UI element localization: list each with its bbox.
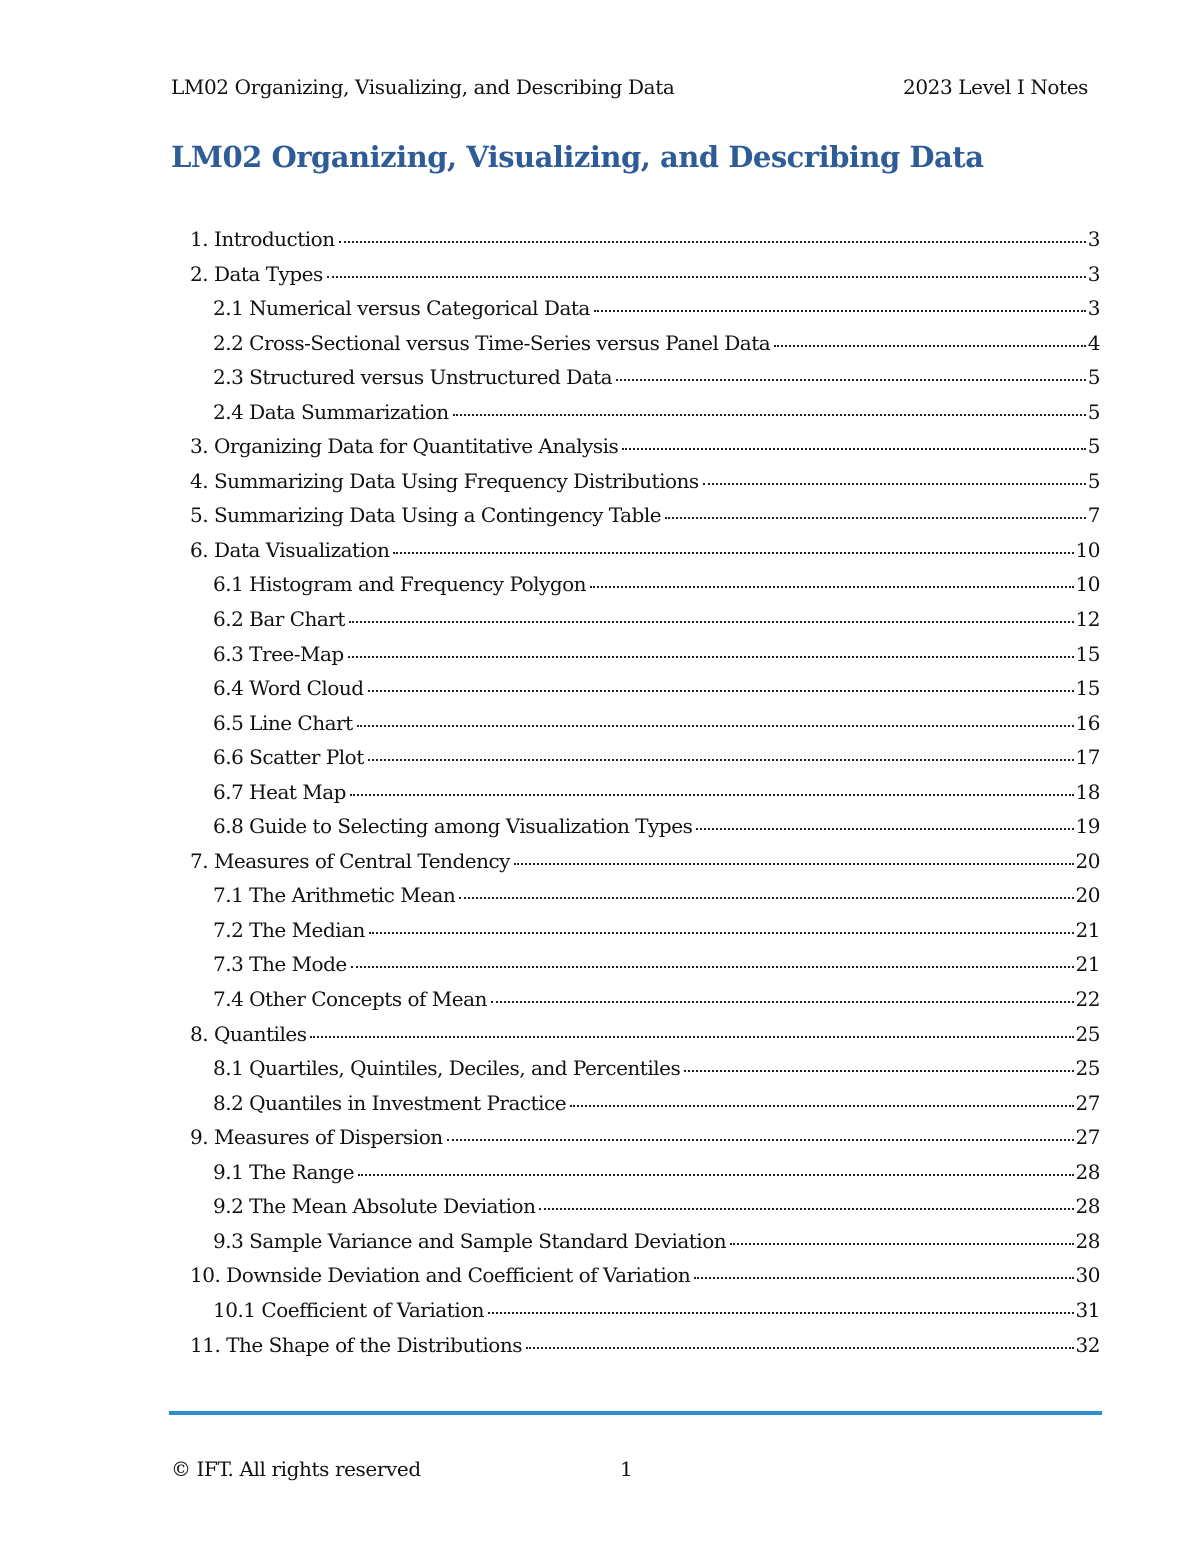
toc-entry-label: 4. Summarizing Data Using Frequency Distributions	[190, 468, 699, 493]
toc-dot-leader	[453, 412, 1086, 416]
toc-entry-page-number: 22	[1075, 987, 1100, 1012]
toc-dot-leader	[368, 757, 1074, 761]
toc-dot-leader	[514, 861, 1074, 865]
toc-entry-label: 6.4 Word Cloud	[213, 676, 364, 701]
toc-entry-page-number: 25	[1075, 1056, 1100, 1081]
toc-entry-label: 8.2 Quantiles in Investment Practice	[213, 1090, 567, 1115]
toc-dot-leader	[488, 1310, 1074, 1314]
toc-entry-page-number: 5	[1087, 468, 1100, 493]
page-header	[171, 72, 1088, 102]
toc-entry-label: 10.1 Coefficient of Variation	[213, 1297, 485, 1322]
toc-entry-page-number: 7	[1087, 503, 1100, 528]
toc-entry-page-number: 18	[1075, 779, 1100, 804]
toc-entry-page-number: 5	[1087, 434, 1100, 459]
toc-entry[interactable]	[190, 572, 1100, 607]
toc-entry-page-number: 16	[1075, 710, 1100, 735]
toc-entry-page-number: 31	[1075, 1297, 1100, 1322]
toc-entry-page-number: 5	[1087, 365, 1100, 390]
toc-entry-page-number: 19	[1075, 814, 1100, 839]
toc-dot-leader	[447, 1137, 1074, 1141]
toc-entry[interactable]	[190, 296, 1100, 331]
toc-entry[interactable]	[190, 1229, 1100, 1264]
toc-entry-label: 7.2 The Median	[213, 917, 365, 942]
toc-entry-label: 9. Measures of Dispersion	[190, 1125, 443, 1150]
toc-entry-label: 6. Data Visualization	[190, 537, 390, 562]
toc-dot-leader	[622, 446, 1085, 450]
toc-entry-label: 5. Summarizing Data Using a Contingency Table	[190, 503, 662, 528]
toc-entry-label: 7. Measures of Central Tendency	[190, 848, 510, 873]
toc-entry[interactable]	[190, 469, 1100, 504]
toc-dot-leader	[350, 792, 1074, 796]
toc-entry-page-number: 5	[1087, 399, 1100, 424]
toc-entry-label: 6.6 Scatter Plot	[213, 745, 364, 770]
toc-dot-leader	[459, 895, 1073, 899]
toc-entry-page-number: 17	[1075, 745, 1100, 770]
toc-entry[interactable]	[190, 1056, 1100, 1091]
toc-entry[interactable]	[190, 745, 1100, 780]
toc-entry[interactable]	[190, 711, 1100, 746]
toc-entry-label: 2.4 Data Summarization	[213, 399, 449, 424]
toc-dot-leader	[491, 999, 1074, 1003]
toc-entry[interactable]	[190, 1194, 1100, 1229]
toc-entry-label: 6.1 Histogram and Frequency Polygon	[213, 572, 587, 597]
toc-dot-leader	[349, 619, 1074, 623]
toc-entry[interactable]	[190, 1263, 1100, 1298]
toc-entry[interactable]	[190, 1298, 1100, 1333]
toc-entry-page-number: 3	[1087, 227, 1100, 251]
toc-dot-leader	[694, 1275, 1073, 1279]
toc-entry[interactable]	[190, 883, 1100, 918]
toc-dot-leader	[774, 343, 1086, 347]
toc-entry-label: 2. Data Types	[190, 261, 323, 286]
toc-entry[interactable]	[190, 262, 1100, 297]
toc-entry-page-number: 27	[1075, 1125, 1100, 1150]
toc-dot-leader	[590, 584, 1073, 588]
toc-entry-label: 6.3 Tree-Map	[213, 641, 344, 666]
toc-entry-page-number: 25	[1075, 1021, 1100, 1046]
toc-entry[interactable]	[190, 1160, 1100, 1195]
toc-entry-label: 7.3 The Mode	[213, 952, 347, 977]
toc-entry-page-number: 4	[1087, 330, 1100, 355]
toc-dot-leader	[539, 1206, 1073, 1210]
toc-entry[interactable]	[190, 1125, 1100, 1160]
toc-dot-leader	[665, 515, 1086, 519]
toc-entry-label: 6.5 Line Chart	[213, 710, 353, 735]
toc-entry[interactable]	[190, 642, 1100, 677]
toc-entry-page-number: 10	[1075, 572, 1100, 597]
toc-entry[interactable]	[190, 987, 1100, 1022]
table-of-contents	[190, 227, 1100, 1367]
footer-divider	[169, 1411, 1102, 1415]
toc-entry-page-number: 3	[1087, 261, 1100, 286]
toc-entry[interactable]	[190, 1333, 1100, 1368]
toc-entry-label: 6.8 Guide to Selecting among Visualization Types	[213, 814, 693, 839]
footer-page-number: 1	[620, 1457, 633, 1481]
toc-entry-label: 2.2 Cross-Sectional versus Time-Series versus Panel Data	[213, 330, 771, 355]
toc-entry-label: 2.3 Structured versus Unstructured Data	[213, 365, 613, 390]
toc-dot-leader	[616, 377, 1086, 381]
toc-dot-leader	[684, 1068, 1073, 1072]
header-document-title: LM02 Organizing, Visualizing, and Describing Data	[171, 75, 675, 99]
toc-entry-label: 9.1 The Range	[213, 1159, 355, 1184]
toc-entry-label: 8.1 Quartiles, Quintiles, Deciles, and Percentiles	[213, 1056, 681, 1081]
toc-entry[interactable]	[190, 918, 1100, 953]
toc-entry-page-number: 32	[1075, 1332, 1100, 1357]
toc-entry-page-number: 28	[1075, 1228, 1100, 1253]
toc-dot-leader	[327, 274, 1086, 278]
toc-entry[interactable]	[190, 365, 1100, 400]
toc-entry-page-number: 10	[1075, 537, 1100, 562]
toc-entry-page-number: 12	[1075, 607, 1100, 632]
toc-entry[interactable]	[190, 676, 1100, 711]
toc-dot-leader	[393, 550, 1073, 554]
toc-entry[interactable]	[190, 538, 1100, 573]
footer-copyright: © IFT. All rights reserved	[171, 1457, 421, 1481]
toc-dot-leader	[369, 930, 1074, 934]
toc-dot-leader	[339, 239, 1086, 243]
toc-entry[interactable]	[190, 607, 1100, 642]
toc-entry[interactable]	[190, 1022, 1100, 1057]
toc-entry-page-number: 20	[1075, 848, 1100, 873]
toc-entry[interactable]	[190, 331, 1100, 366]
toc-entry-page-number: 15	[1075, 676, 1100, 701]
toc-dot-leader	[348, 654, 1074, 658]
toc-entry-page-number: 30	[1075, 1263, 1100, 1288]
toc-entry-page-number: 21	[1075, 917, 1100, 942]
toc-entry-label: 7.1 The Arithmetic Mean	[213, 883, 456, 908]
toc-dot-leader	[368, 688, 1074, 692]
toc-entry[interactable]	[190, 849, 1100, 884]
toc-entry[interactable]	[190, 814, 1100, 849]
toc-entry-label: 2.1 Numerical versus Categorical Data	[213, 296, 590, 321]
toc-dot-leader	[526, 1345, 1074, 1349]
toc-entry-label: 7.4 Other Concepts of Mean	[213, 987, 487, 1012]
toc-entry-label: 6.7 Heat Map	[213, 779, 346, 804]
toc-entry-page-number: 28	[1075, 1159, 1100, 1184]
toc-dot-leader	[703, 481, 1086, 485]
toc-entry-label: 1. Introduction	[190, 227, 335, 251]
toc-dot-leader	[594, 308, 1086, 312]
toc-entry[interactable]	[190, 503, 1100, 538]
toc-dot-leader	[357, 723, 1074, 727]
toc-entry-label: 9.3 Sample Variance and Sample Standard Deviation	[213, 1228, 727, 1253]
toc-entry-page-number: 3	[1087, 296, 1100, 321]
toc-entry-page-number: 15	[1075, 641, 1100, 666]
toc-entry-label: 8. Quantiles	[190, 1021, 307, 1046]
toc-entry[interactable]	[190, 952, 1100, 987]
header-edition: 2023 Level I Notes	[903, 75, 1088, 99]
toc-dot-leader	[351, 964, 1074, 968]
toc-dot-leader	[570, 1103, 1073, 1107]
toc-dot-leader	[696, 826, 1073, 830]
toc-entry-page-number: 28	[1075, 1194, 1100, 1219]
toc-dot-leader	[358, 1172, 1074, 1176]
toc-entry-label: 10. Downside Deviation and Coefficient of Variation	[190, 1263, 691, 1288]
toc-entry-label: 3. Organizing Data for Quantitative Analysis	[190, 434, 619, 459]
toc-entry-page-number: 27	[1075, 1090, 1100, 1115]
toc-entry-label: 9.2 The Mean Absolute Deviation	[213, 1194, 536, 1219]
toc-entry[interactable]	[190, 434, 1100, 469]
toc-entry-label: 11. The Shape of the Distributions	[190, 1332, 522, 1357]
toc-entry[interactable]	[190, 780, 1100, 815]
toc-entry-label: 6.2 Bar Chart	[213, 607, 345, 632]
toc-dot-leader	[310, 1034, 1073, 1038]
toc-entry-page-number: 20	[1075, 883, 1100, 908]
document-title: LM02 Organizing, Visualizing, and Describing Data	[171, 140, 984, 174]
toc-entry-page-number: 21	[1075, 952, 1100, 977]
toc-entry[interactable]	[190, 400, 1100, 435]
toc-entry[interactable]	[190, 1091, 1100, 1126]
toc-entry[interactable]	[190, 227, 1100, 262]
toc-dot-leader	[730, 1241, 1073, 1245]
